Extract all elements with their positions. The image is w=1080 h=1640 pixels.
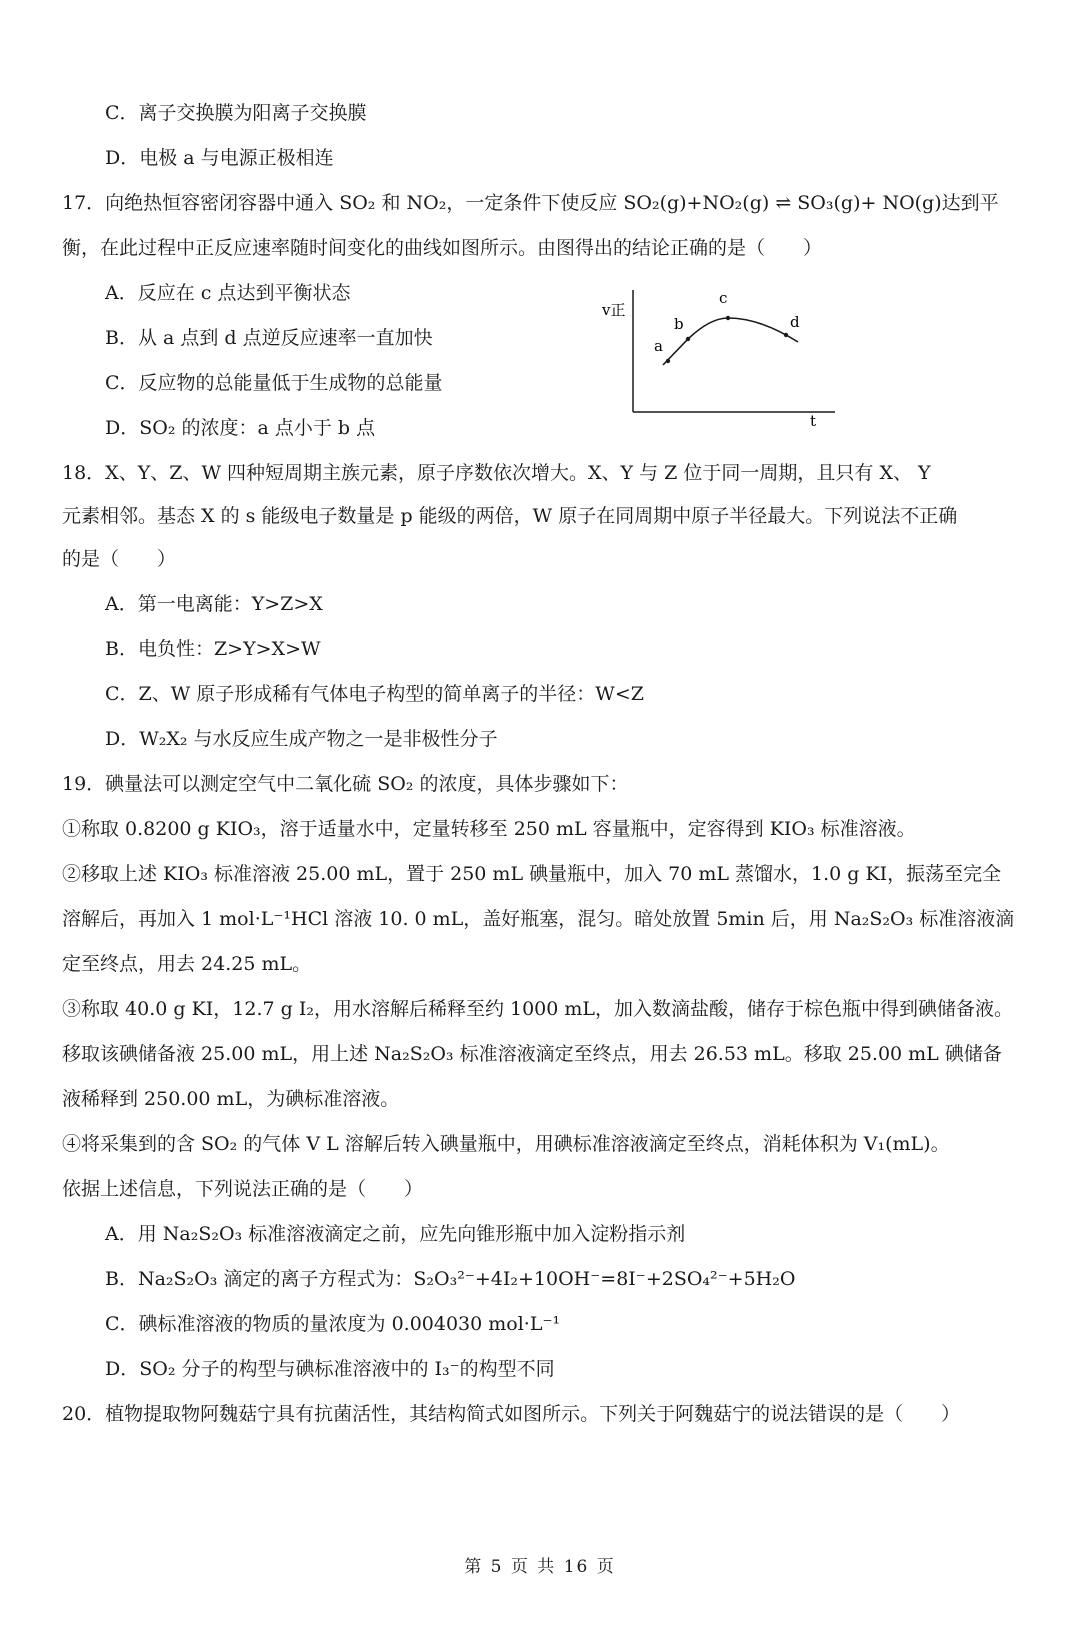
q17-option-a: A．反应在 c 点达到平衡状态 — [105, 282, 351, 304]
q19-step2-line2: 溶解后，再加入 1 mol·L⁻¹HCl 溶液 10. 0 mL，盖好瓶塞，混匀。暗处放置 5min 后，用 Na₂S₂O₃ 标准溶液滴 — [62, 908, 1015, 930]
point-a-label: a — [654, 337, 663, 355]
q19-step2-line3: 定至终点，用去 24.25 mL。 — [62, 953, 312, 975]
q19-step3-line3: 液稀释到 250.00 mL，为碘标准溶液。 — [62, 1088, 400, 1110]
q18-option-c: C．Z、W 原子形成稀有气体电子构型的简单离子的半径：W<Z — [105, 683, 644, 705]
page-number-footer: 第 5 页 共 16 页 — [464, 1557, 616, 1577]
q19-stem: 19．碘量法可以测定空气中二氧化硫 SO₂ 的浓度，具体步骤如下： — [62, 773, 629, 795]
q17-stem-line1: 17．向绝热恒容密闭容器中通入 SO₂ 和 NO₂，一定条件下使反应 SO₂(g)+NO₂(g) ⇌ SO₃(g)+ NO(g)达到平 — [62, 192, 999, 214]
point-d-marker — [784, 333, 788, 337]
q18-option-a: A．第一电离能：Y>Z>X — [105, 593, 323, 615]
point-c-label: c — [719, 290, 728, 307]
q19-option-d: D．SO₂ 分子的构型与碘标准溶液中的 I₃⁻的构型不同 — [105, 1358, 555, 1380]
q18-option-d: D．W₂X₂ 与水反应生成产物之一是非极性分子 — [105, 728, 498, 750]
q20-stem: 20．植物提取物阿魏菇宁具有抗菌活性，其结构简式如图所示。下列关于阿魏菇宁的说法错误的是（ ） — [62, 1403, 961, 1425]
q17-option-b: B．从 a 点到 d 点逆反应速率一直加快 — [105, 327, 433, 349]
point-d-label: d — [790, 313, 800, 331]
q17-rate-time-graph — [600, 290, 900, 450]
q19-step2-line1: ②移取上述 KIO₃ 标准溶液 25.00 mL，置于 250 mL 碘量瓶中，加入 70 mL 蒸馏水，1.0 g KI，振荡至完全 — [62, 863, 1002, 885]
q19-step4: ④将采集到的含 SO₂ 的气体 V L 溶解后转入碘量瓶中，用碘标准溶液滴定至终点，消耗体积为 V₁(mL)。 — [62, 1133, 950, 1155]
q17-stem-line2: 衡，在此过程中正反应速率随时间变化的曲线如图所示。由图得出的结论正确的是（ ） — [62, 237, 823, 259]
point-a-marker — [666, 359, 670, 363]
q18-stem-line3: 的是（ ） — [62, 548, 177, 570]
q16-option-d: D．电极 a 与电源正极相连 — [105, 147, 334, 169]
q18-stem-line2: 元素相邻。基态 X 的 s 能级电子数量是 p 能级的两倍，W 原子在同周期中原子半径最大。下列说法不正确 — [62, 505, 958, 527]
q19-ask: 依据上述信息，下列说法正确的是（ ） — [62, 1178, 424, 1200]
point-b-label: b — [674, 315, 684, 333]
q19-step3-line1: ③称取 40.0 g KI，12.7 g I₂，用水溶解后稀释至约 1000 mL，加入数滴盐酸，储存于棕色瓶中得到碘储备液。 — [62, 998, 1014, 1020]
point-c-marker — [726, 316, 730, 320]
q16-option-c: C．离子交换膜为阳离子交换膜 — [105, 102, 367, 124]
q19-step3-line2: 移取该碘储备液 25.00 mL，用上述 Na₂S₂O₃ 标准溶液滴定至终点，用去 26.53 mL。移取 25.00 mL 碘储备 — [62, 1043, 1002, 1065]
q19-option-a: A．用 Na₂S₂O₃ 标准溶液滴定之前，应先向锥形瓶中加入淀粉指示剂 — [105, 1223, 686, 1245]
q19-option-c: C．碘标准溶液的物质的量浓度为 0.004030 mol·L⁻¹ — [105, 1313, 561, 1335]
x-axis-label: t — [810, 412, 817, 430]
point-b-marker — [686, 337, 690, 341]
q17-option-d: D．SO₂ 的浓度：a 点小于 b 点 — [105, 417, 376, 439]
q19-step1: ①称取 0.8200 g KIO₃，溶于适量水中，定量转移至 250 mL 容量瓶中，定容得到 KIO₃ 标准溶液。 — [62, 818, 916, 840]
q17-option-c: C．反应物的总能量低于生成物的总能量 — [105, 372, 443, 394]
y-axis-label: v正 — [602, 301, 626, 319]
q18-option-b: B．电负性：Z>Y>X>W — [105, 638, 321, 660]
q18-stem-line1: 18．X、Y、Z、W 四种短周期主族元素，原子序数依次增大。X、Y 与 Z 位于同一周期，且只有 X、 Y — [62, 462, 931, 484]
q19-option-b: B．Na₂S₂O₃ 滴定的离子方程式为：S₂O₃²⁻+4I₂+10OH⁻=8I⁻+2SO₄²⁻+5H₂O — [105, 1268, 796, 1290]
